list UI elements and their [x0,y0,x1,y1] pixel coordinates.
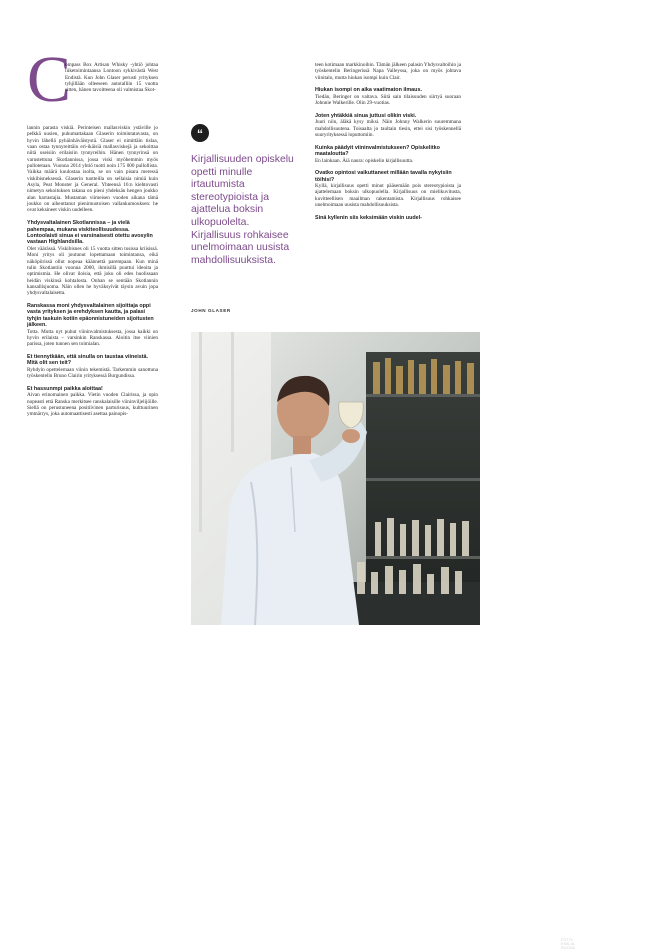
photo-caption-text: Glaserin tavoite on lisätä maustemaailma. Hän aloitti tasi sekoittamalla erityyppisiä skottiviskejä. [609,772,655,792]
interview-question: Et hassunmpi paikka aloittaa! [27,385,103,392]
body-paragraph: lannin parasta viskiä. Perinteisen mallasviskin ystäville jo pelkkä uusien, puhumattakaan Glaserin toimintatavasta, on hyvin lähellä pyhäinhäväistystä. Glaser ei nimittäin tislaa, vaan ostaa tynnyreittäin eri-ikäisiä mallasviskejä ja sekoittaa niitä useisiin erilaisiin tynnyreihin. Hänen tynnyrinsä on varustettuna Skotlannissa, jossa viski myöhemmin myös pullotetaan. Vuonna 2014 yhtiö tuotti noin 175 000 pullollista. Vaikka määrä kuulostaa isolta, se on vain pisara meressä viskibisneksessä. Glaserin tuotteilla on sellaisia nimiä kuin Asyla, Peat Monster ja General. Yhteensä 16:n kiehtovasti nimetyn sekoituksen takana on pieni yhdeksän hengen joukko alan harrastajia. Mustaman viimeisen vuoden aikana tämä joukko on aiheuttanut pienimuotoisen vallankumouksen: he ovat keksineet viskin uudelleen. [27,125,158,214]
interview-question: Kuinka päädyit viininvalmistukseen? Opiskelitko maataloutta? [315,144,440,158]
body-paragraph: Kyllä, kirjallisuus opetti minut pääsemään pois stereotypioista ja ajattelemaan boksin ulkopuolella. Kirjallisuus on mielikuvitusta, kuvitteellisen maailman rakentamista. Kirjallisuus rohkaisee unelmoimaan uusista mahdollisuuksista. [315,183,461,209]
article-intro: ompass Box Artisan Whisky -yhtiö johtaa liiketoimintaansa Lontoon sykkivästä West Endistä. Kun John Glaser perusti yrityksen tyhjillään olleeseen autotalliin 15 vuotta sitten, hänen tavoitteena oli valmistaa Skot- [65,62,158,94]
photo-caption [609,766,655,792]
quote-icon: “ [191,124,209,142]
body-paragraph: Ryhdyin opettelemaan viinin tekemistä. Tarkemmin sanottuna työskentelin Bruno Clairin yrityksessä Burgundissa. [27,366,158,380]
interview-question: Sinä kyllenin siis keksimään viskin uudel- [315,214,422,221]
body-paragraph: Totta. Mutta nyt puhut viininvalmistuksesta, jossa kaikki on hyvin erilaista – varsinkin Ranskassa. Aloitin itse viinien parissa, joten tunnen sen toimialan. [27,328,158,348]
interview-question: Hiukan isompi on aika vaatimaton ilmaus. [315,87,422,94]
body-paragraph: Aivan erinomainen paikka. Vietin vuoden Clairissa, ja opin nopeasti että Ranska merkitsee ranskalaisille viininviljelijöille. Siellä on perustuneena positiivinen parturisuus, kulttuurinen ymmärrys, joka automaattisesti asettaa painopis- [27,392,158,418]
body-paragraph: En lainkaan. Äiä naura: opiskelin kirjallisuutta. [315,157,414,164]
interview-question: Yhdysvaltalainen Skotlannissa – ja vielä pahempaa, mukana viskiteollisuudessa. Lontoolaisti sinua ei varsinaisesti otettu avosylin vastaan Highlandsilla. [27,220,153,246]
pull-quote-author: JOHN GLASER [191,308,231,313]
photo-illustration [191,332,480,625]
portrait-photo [191,332,655,950]
body-paragraph: Tiedän, Beringer on valtava. Siitä sain tilaisuuden siirtyä suoraan Johnnie Walkerille. Olin 29-vuotias. [315,93,461,107]
pull-quote: Kirjallisuuden opiskelu opetti minulle irtautumista stereotypioista ja ajattelua boksin ulkopuolelta. Kirjallisuus rohkaisee unelmoimaan uusista mahdollisuuksista. [191,154,294,266]
interview-question: Et tiennytkään, että sinulla on taustaa viineistä. Mitä olit sen teit? [27,354,149,367]
photo-caption-title: TUOKSUTUS [609,766,645,771]
interview-question: Ovatko opintosi vaikuttaneet millään tavalla nykyisiin töihisi? [315,170,452,183]
body-paragraph: Juuri niin, äläkä kysy miksi. Näin Johnny Walkerin suuremmana mahdollisuutena. Toisaalta jo taultain tiesin, ettei sisi työskennellä suuryrityksessä loputtomiin. [315,119,461,138]
article-column-right [315,62,461,221]
body-paragraph: teen kotimaan markkinoihin. Tämän jälkeen palasin Yhdysvaltoihin ja työskentelin Beringerissä Napa Valleyssa, joka on myös johtava viinitalo, mutta hiukan isompi kuin Clair. [315,62,461,81]
drop-cap: C [27,43,72,116]
interview-question: Joten yhtäkkiä sinua juttusi olikin viski. [315,112,417,119]
interview-question: Ranskassa moni yhdysvaltalainen sijoittaja oppi vasta yrityksen ja erehdyksen kautta, ja palasi tyhjin taskuin kotiin epäonnistuneiden sijoitusten jälkeen. [27,302,154,329]
article-column-left [27,125,158,418]
photo-credit: FOTO: EMILIA RUOVA [561,938,576,950]
body-paragraph: Olet väärässä. Viskibisnes oli 15 vuotta sitten tosissa kriisissä. Moni yritys oli joutunut lopettamaan toimintansa, eikä näköpiirissä ollut nopeaa käännettä parempaan. Kun minä tulin Skotlantiin vuonna 2000, ihmisillä puuttui ideoita ja optimismia. He olivat iloisia, että joku oli edes huolissaan heidän viskinsä kohtalosta. Onhan se sentään Skotlannin kansallisjuoma. Näin ollen he hyväksyivät täysin avuin jopa yhdysvaltalaisetta. [27,245,158,297]
